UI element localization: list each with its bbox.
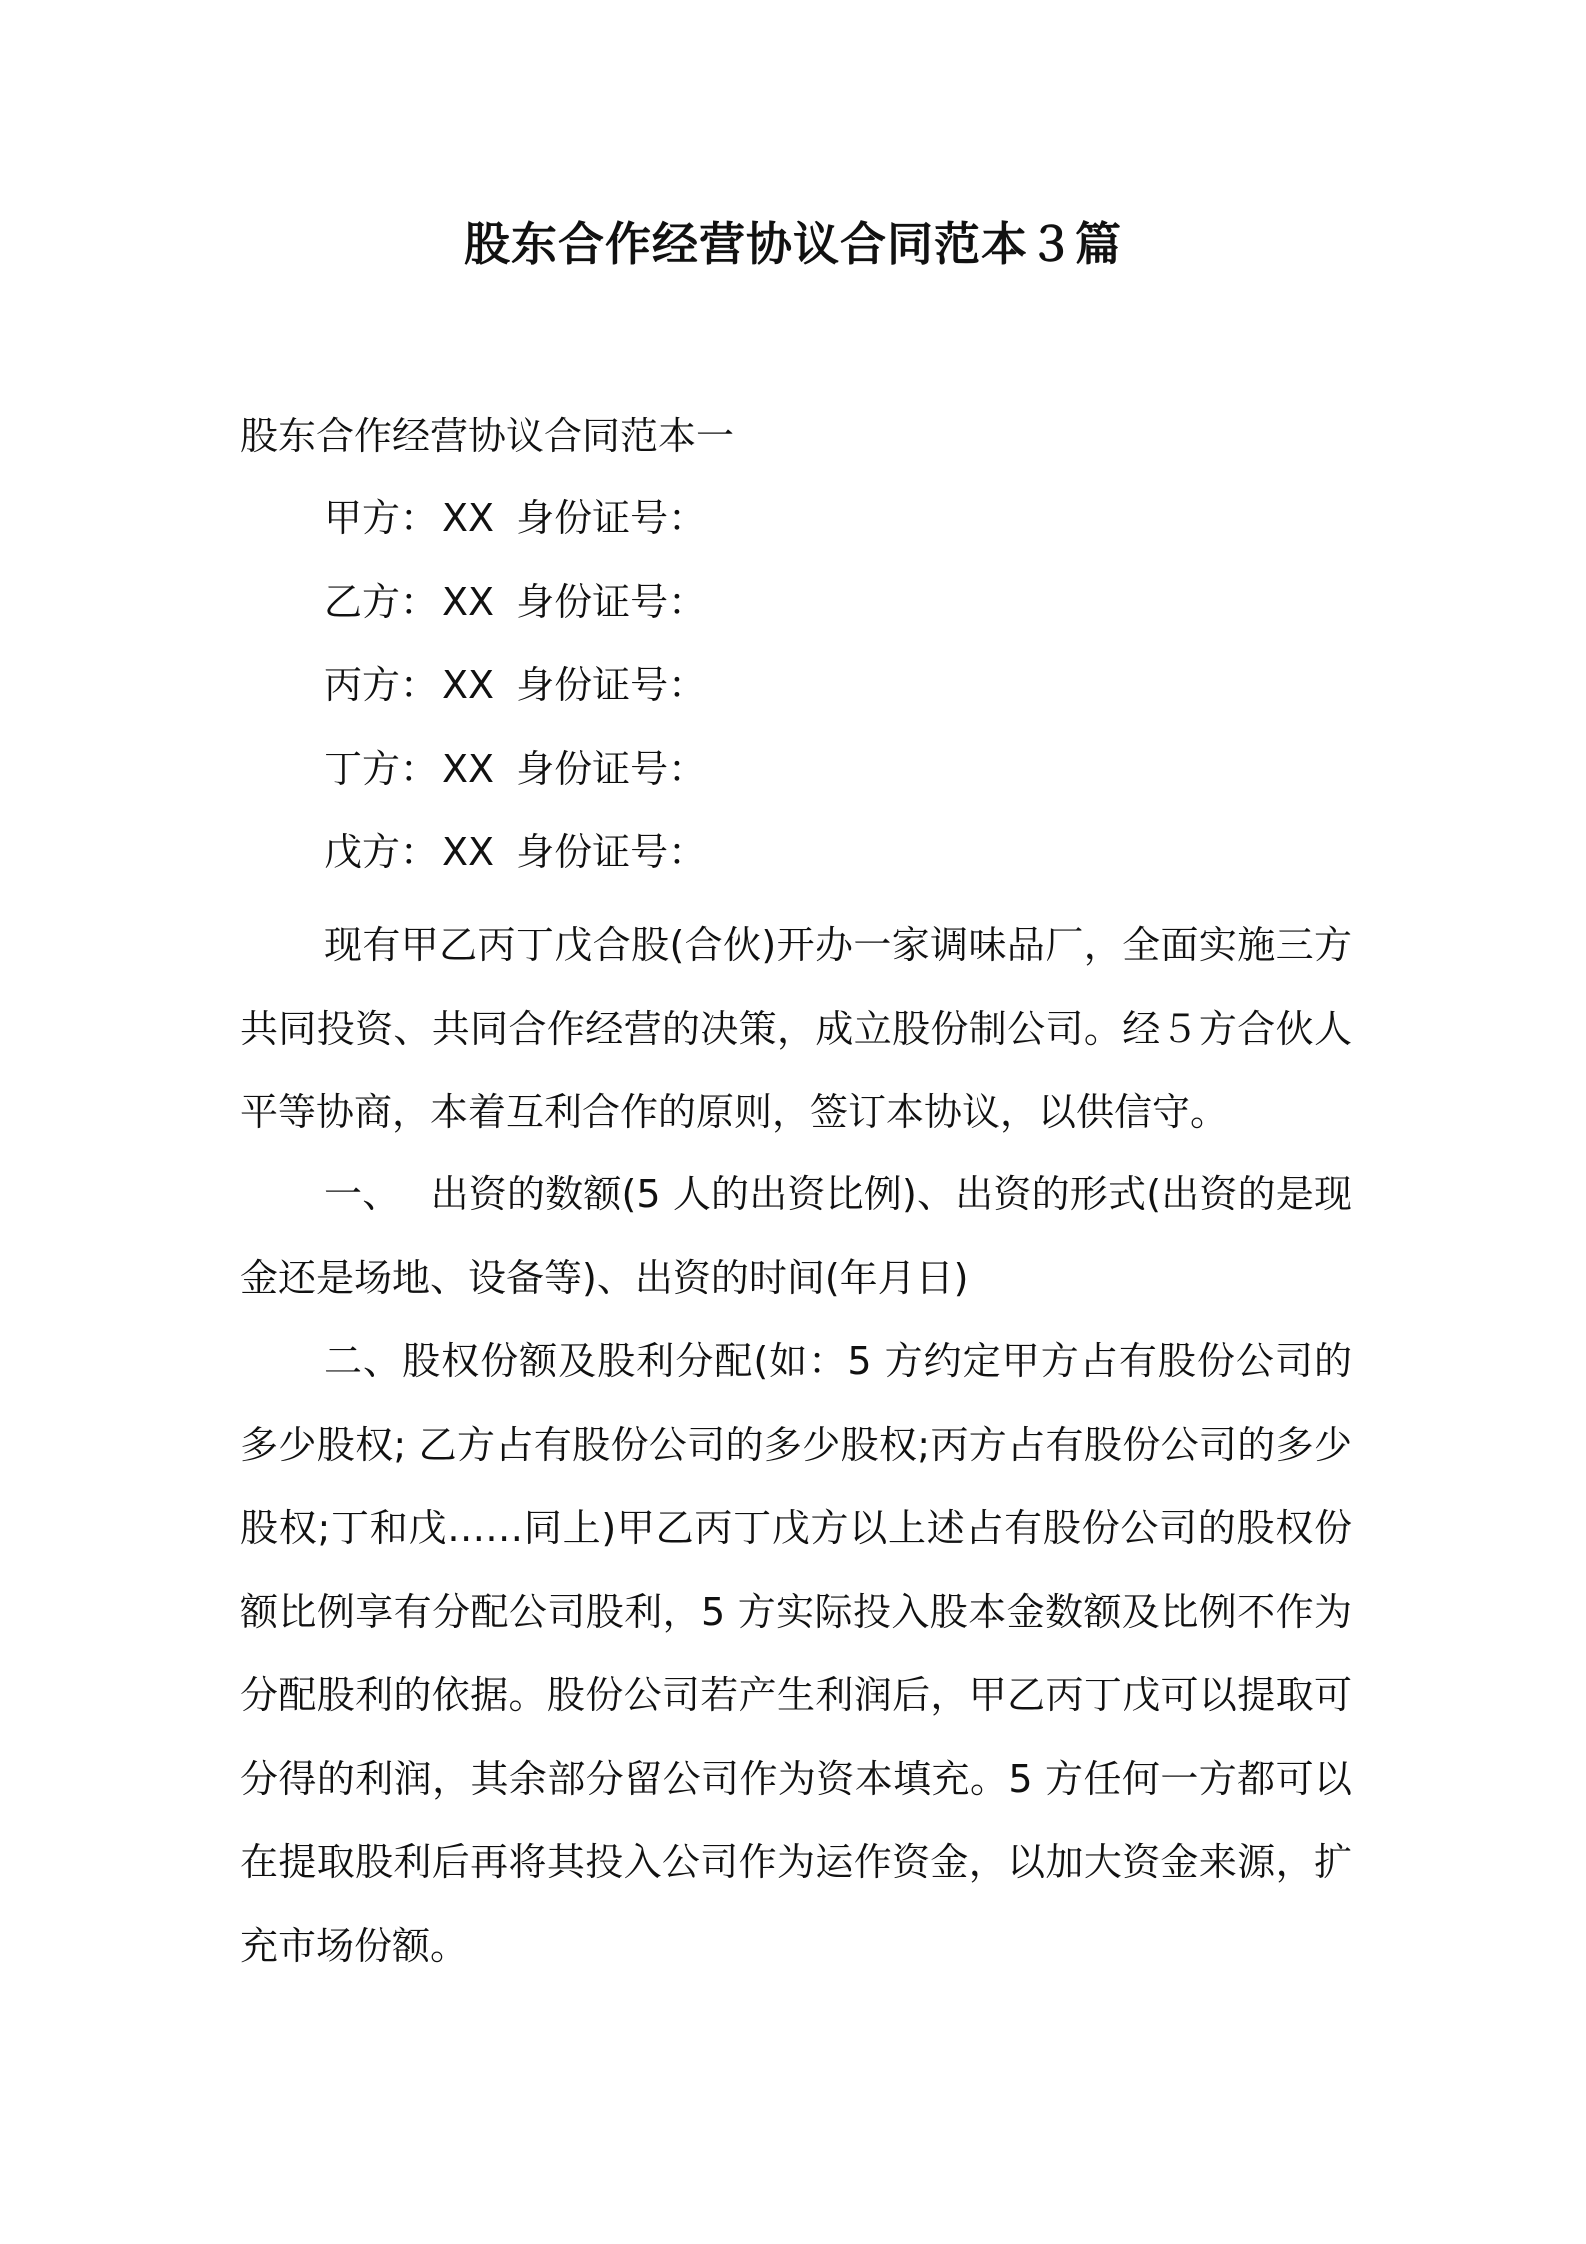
clause-1-paragraph [240, 1153, 1352, 1320]
party-value: XX [442, 663, 495, 707]
party-row-bing [324, 657, 706, 741]
section-heading: 股东合作经营协议合同范本一 [240, 414, 735, 458]
party-value: XX [442, 830, 495, 874]
party-value: XX [442, 746, 495, 791]
party-name: 甲方： [324, 496, 439, 540]
party-list [324, 490, 706, 908]
clause-1-marker: 一、 [324, 1172, 401, 1216]
party-id-label: 身份证号： [516, 496, 707, 540]
party-name: 丁方： [324, 746, 439, 791]
party-row-yi [324, 574, 706, 658]
intro-paragraph: 现有甲乙丙丁戊合股(合伙)开办一家调味品厂，全面实施三方共同投资、共同合作经营的决策，成立股份制公司。经５方合伙人平等协商，本着互利合作的原则，签订本协议，以供信守。 [240, 923, 1352, 1134]
party-row-wu [324, 824, 706, 908]
party-id-label: 身份证号： [516, 830, 707, 874]
party-id-label: 身份证号： [516, 663, 707, 707]
document-title: 股东合作经营协议合同范本３篇 [464, 217, 1122, 271]
clause-1-text: 出资的数额(5 人的出资比例)、出资的形式(出资的是现金还是场地、设备等)、出资的时间(年月日) [240, 1172, 1352, 1300]
clause-2-paragraph: 二、股权份额及股利分配(如：5 方约定甲方占有股份公司的多少股权; 乙方占有股份公司的多少股权;丙方占有股份公司的多少股权;丁和戊……同上)甲乙丙丁戊方以上述占有股份公司的股权份额比例享有分配公司股利，5 方实际投入股本金数额及比例不作为分配股利的依据。股份公司若产生利润后，甲乙丙丁戊可以提取可分得的利润，其余部分留公司作为资本填充。5 方任何一方都可以在提取股利后再将其投入公司作为运作资金，以加大资金来源，扩充市场份额。 [240, 1339, 1352, 1968]
party-name: 丙方： [324, 663, 439, 707]
party-id-label: 身份证号： [516, 746, 707, 791]
party-id-label: 身份证号： [516, 579, 707, 624]
party-row-ding [324, 741, 706, 825]
party-value: XX [442, 496, 495, 540]
party-row-jia [324, 490, 706, 574]
party-name: 乙方： [324, 579, 439, 624]
party-name: 戊方： [324, 830, 439, 874]
party-value: XX [442, 579, 495, 624]
